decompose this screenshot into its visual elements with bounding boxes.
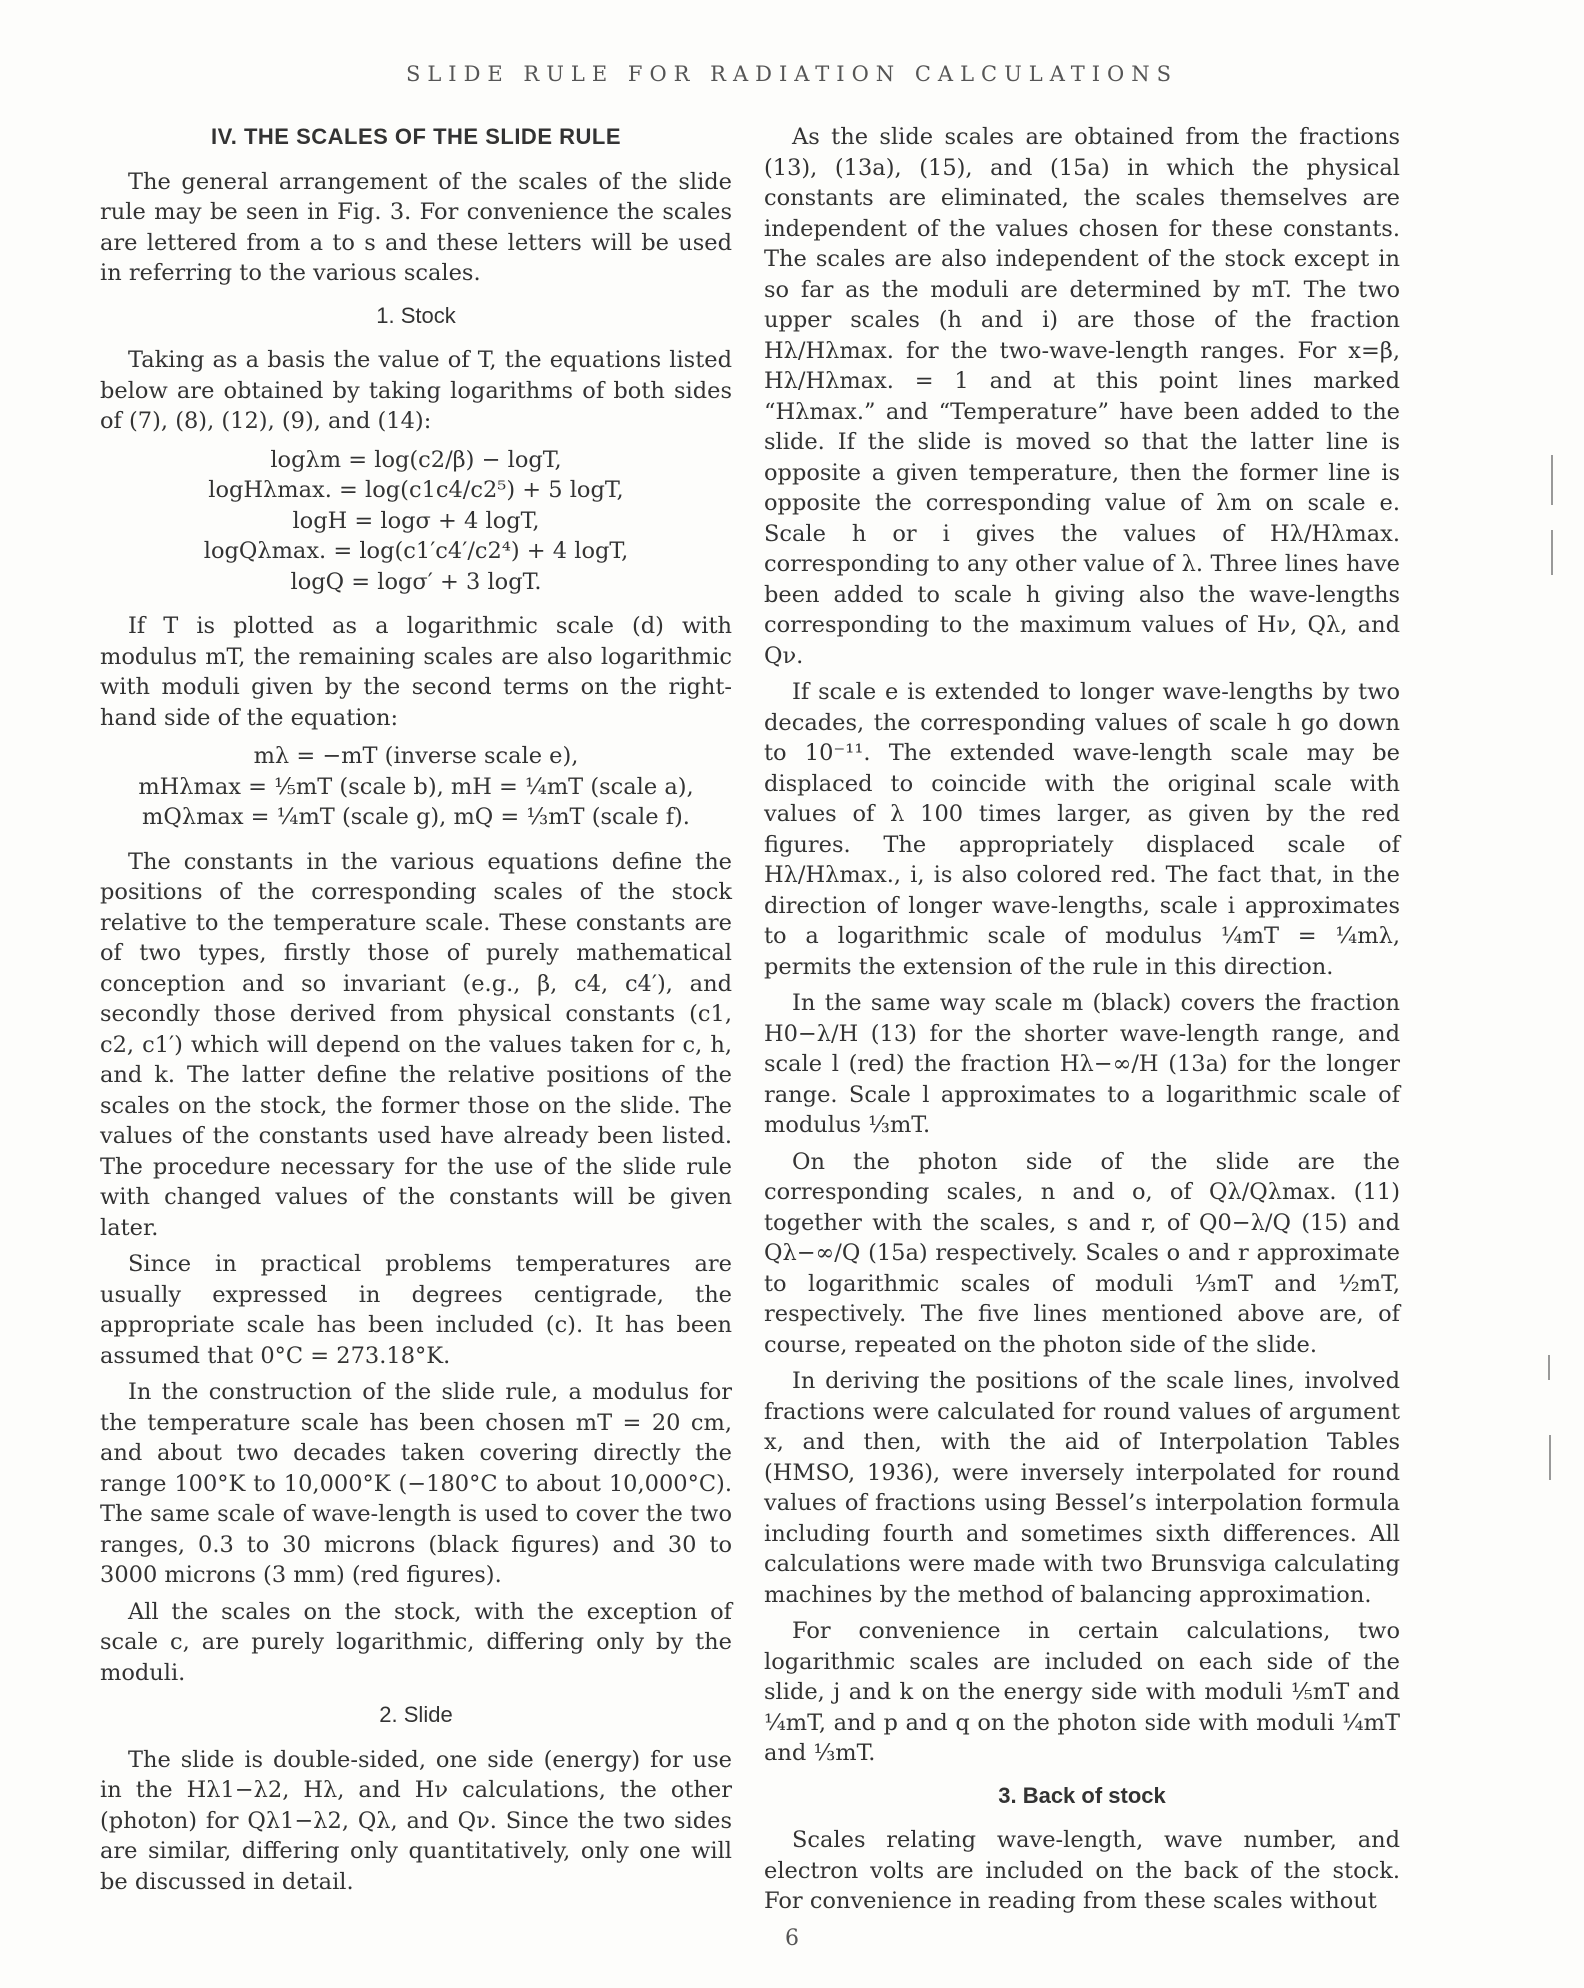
equation: mQλmax = ¼mT (scale g), mQ = ⅓mT (scale f). [142,804,690,830]
paragraph-slide-1: The slide is double-sided, one side (energy) for use in the Hλ1−λ2, Hλ, and Hν calculations, the other (photon) for Qλ1−λ2, Qλ, and Qν. Since the two sides are similar, differing only quantitatively, only one will be discussed in detail. [100,1746,732,1895]
paragraph-right-6: For convenience in certain calculations, two logarithmic scales are included on each side of the slide, j and k on the energy side with moduli ⅕mT and ¼mT, and p and q on the photon side with moduli ¼mT and ⅓mT. [764,1618,1400,1766]
equation: logλm = log(c2/β) − logT, [270,446,562,473]
subsection-heading-stock: 1. Stock [376,302,456,328]
paragraph-intro: The general arrangement of the scales of the slide rule may be seen in Fig. 3. For convenience the scales are lettered from a to s and these letters will be used in referring to the various scales. [100,168,732,286]
paragraph-stock-6: All the scales on the stock, with the exception of scale c, are purely logarithmic, differing only by the moduli. [100,1598,732,1686]
paragraph-right-3: In the same way scale m (black) covers the fraction H0−λ/H (13) for the shorter wave-length range, and scale l (red) the fraction Hλ−∞/H (13a) for the longer range. Scale l approximates to a logarithmic scale of modulus ⅓mT. [764,990,1400,1138]
subsection-heading-back-of-stock: 3. Back of stock [998,1782,1166,1808]
paragraph-stock-3: The constants in the various equations define the positions of the corresponding scales of the stock relative to the temperature scale. These constants are of two types, firstly those of purely mathematical conception and so invariant (e.g., β, c4, c4′), and secondly those derived from physical constants (c1, c2, c1′) which will depend on the values taken for c, h, and k. The latter define the relative positions of the scales on the stock, the former those on the slide. The values of the constants used have already been listed. The procedure necessary for the use of the slide rule with changed values of the constants will be given later. [100,848,732,1241]
equation: logQ = logσ′ + 3 logT. [290,568,542,595]
margin-mark [1548,1355,1550,1380]
paragraph-right-7: Scales relating wave-length, wave number, and electron volts are included on the back of the stock. For convenience in reading from these scales without [764,1827,1400,1914]
running-title: SLIDE RULE FOR RADIATION CALCULATIONS [405,62,1179,86]
paragraph-right-5: In deriving the positions of the scale lines, involved fractions were calculated for round values of argument x, and then, with the aid of Interpolation Tables (HMSO, 1936), were inversely interpolated for round values of fractions using Bessel’s interpolation formula including fourth and sometimes sixth differences. All calculations were made with two Brunsviga calculating machines by the method of balancing approximation. [764,1368,1400,1608]
right-column [764,122,1400,1923]
equation-block-logs [100,445,732,598]
equation: mHλmax = ⅕mT (scale b), mH = ¼mT (scale a), [138,773,694,800]
paragraph-right-4: On the photon side of the slide are the corresponding scales, n and o, of Qλ/Qλmax. (11) together with the scales, s and r, of Q0−λ/Q (15) and Qλ−∞/Q (15a) respectively. Scales o and r approximate to logarithmic scales of moduli ⅓mT and ½mT, respectively. The five lines mentioned above are, of course, repeated on the photon side of the slide. [764,1148,1400,1358]
paragraph-stock-5: In the construction of the slide rule, a modulus for the temperature scale has been chosen mT = 20 cm, and about two decades taken covering directly the range 100°K to 10,000°K (−180°C to about 10,000°C). The same scale of wave-length is used to cover the two ranges, 0.3 to 30 microns (black figures) and 30 to 3000 microns (3 mm) (red figures). [100,1379,732,1588]
equation: logH = logσ + 4 logT, [292,507,540,534]
margin-mark [1551,455,1553,505]
page-number: 6 [785,1926,799,1951]
paragraph-right-2: If scale e is extended to longer wave-lengths by two decades, the corresponding values of scale h go down to 10⁻¹¹. The extended wave-length scale may be displaced to coincide with the original scale with values of λ 100 times larger, as given by the red figures. The appropriately displaced scale of Hλ/Hλmax., i, is also colored red. The fact that, in the direction of longer wave-lengths, scale i approximates to a logarithmic scale of modulus ¼mT = ¼mλ, permits the extension of the rule in this direction. [764,679,1400,980]
margin-mark [1549,1435,1551,1480]
paragraph-stock-4: Since in practical problems temperatures are usually expressed in degrees centigrade, the appropriate scale has been included (c). It has been assumed that 0°C = 273.18°K. [100,1251,732,1369]
paragraph-stock-2: If T is plotted as a logarithmic scale (d) with modulus mT, the remaining scales are also logarithmic with moduli given by the second terms on the right-hand side of the equation: [100,613,732,731]
paragraph-right-1: As the slide scales are obtained from the fractions (13), (13a), (15), and (15a) in which the physical constants are eliminated, the scales themselves are independent of the values chosen for these constants. The scales are also independent of the stock except in so far as the moduli are determined by mT. The two upper scales (h and i) are those of the fraction Hλ/Hλmax. for the two-wave-length ranges. For x=β, Hλ/Hλmax. = 1 and at this point lines marked “Hλmax.” and “Temperature” have been added to the slide. If the slide is moved so that the latter line is opposite a given temperature, then the former line is opposite the corresponding value of λm on scale e. Scale h or i gives the values of Hλ/Hλmax. corresponding to any other value of λ. Three lines have been added to scale h giving also the wave-lengths corresponding to the maximum values of Hν, Qλ, and Qν. [764,124,1400,669]
left-column [100,122,732,1903]
equation: logHλmax. = log(c1c4/c2⁵) + 5 logT, [208,477,624,503]
equation-block-moduli [100,741,732,833]
equation: mλ = −mT (inverse scale e), [253,743,579,769]
paragraph-stock-1: Taking as a basis the value of T, the equations listed below are obtained by taking logarithms of both sides of (7), (8), (12), (9), and (14): [100,347,732,434]
margin-mark [1551,530,1553,575]
equation: logQλmax. = log(c1′c4′/c2⁴) + 4 logT, [203,538,629,564]
section-heading: IV. THE SCALES OF THE SLIDE RULE [210,124,621,149]
subsection-heading-slide: 2. Slide [379,1702,453,1727]
